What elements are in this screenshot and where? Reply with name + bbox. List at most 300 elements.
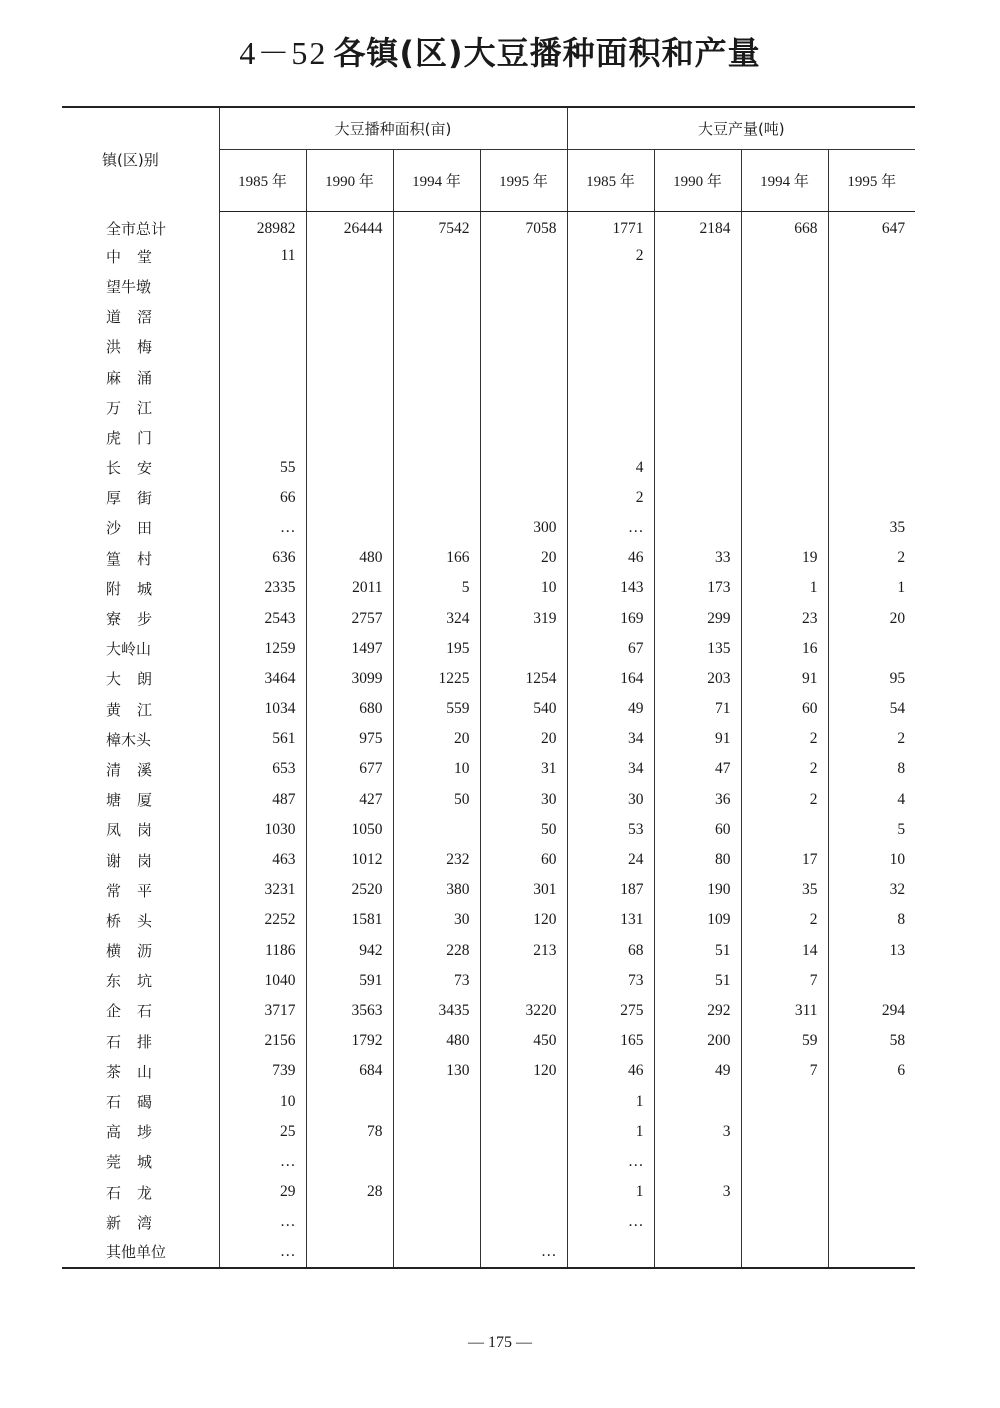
area-cell <box>480 1177 567 1207</box>
area-cell <box>480 271 567 301</box>
area-cell: 130 <box>393 1056 480 1086</box>
output-cell: 19 <box>741 543 828 573</box>
area-cell <box>393 241 480 271</box>
area-cell: 942 <box>306 936 393 966</box>
area-cell: 427 <box>306 785 393 815</box>
area-cell <box>306 1207 393 1237</box>
output-cell: 2 <box>741 754 828 784</box>
table-row <box>62 392 915 422</box>
table-row <box>62 1177 915 1207</box>
output-cell <box>654 1086 741 1116</box>
town-name: 石排 <box>106 1032 169 1051</box>
area-cell <box>219 422 306 452</box>
area-cell: 1040 <box>219 966 306 996</box>
town-name: 横沥 <box>106 942 169 961</box>
area-cell: 29 <box>219 1177 306 1207</box>
table-row <box>62 1086 915 1116</box>
header-output-year: 1994 年 <box>741 149 828 211</box>
table-row <box>62 362 915 392</box>
area-cell: 2156 <box>219 1026 306 1056</box>
output-cell <box>741 483 828 513</box>
area-cell <box>393 1207 480 1237</box>
town-name: 桥头 <box>106 911 169 930</box>
output-cell <box>654 483 741 513</box>
table-row <box>62 996 915 1026</box>
output-cell: 2 <box>741 905 828 935</box>
area-cell: 73 <box>393 966 480 996</box>
town-name: 清溪 <box>106 760 169 779</box>
output-cell <box>654 392 741 422</box>
town-name: 东坑 <box>106 972 169 991</box>
area-cell: 213 <box>480 936 567 966</box>
output-cell <box>741 271 828 301</box>
output-cell <box>828 966 915 996</box>
area-cell <box>393 1117 480 1147</box>
header-area-year: 1994 年 <box>393 149 480 211</box>
area-cell: 195 <box>393 634 480 664</box>
output-cell: … <box>567 1147 654 1177</box>
header-output-year: 1985 年 <box>567 149 654 211</box>
town-name: 望牛墩 <box>106 277 152 296</box>
output-cell: 73 <box>567 966 654 996</box>
output-cell <box>741 453 828 483</box>
table-title-text: 各镇(区)大豆播种面积和产量 <box>333 34 761 72</box>
output-cell: 4 <box>828 785 915 815</box>
area-cell <box>393 1147 480 1177</box>
area-cell: 10 <box>393 754 480 784</box>
output-cell <box>654 1207 741 1237</box>
area-cell: 2543 <box>219 603 306 633</box>
output-cell: 68 <box>567 936 654 966</box>
town-name: 大朗 <box>106 670 169 689</box>
output-cell: 3 <box>654 1117 741 1147</box>
output-cell <box>741 815 828 845</box>
output-cell <box>828 302 915 332</box>
area-cell: 1186 <box>219 936 306 966</box>
table-row <box>62 815 915 845</box>
area-cell: 2757 <box>306 603 393 633</box>
output-cell <box>741 362 828 392</box>
output-cell: 51 <box>654 966 741 996</box>
area-cell <box>393 422 480 452</box>
output-cell: 32 <box>828 875 915 905</box>
output-cell <box>741 422 828 452</box>
area-cell <box>480 966 567 996</box>
output-cell: 1 <box>828 573 915 603</box>
area-cell: 7542 <box>393 211 480 241</box>
area-cell: 301 <box>480 875 567 905</box>
town-name: 寮步 <box>106 610 169 629</box>
output-cell: 60 <box>741 694 828 724</box>
area-cell: … <box>219 1237 306 1267</box>
output-cell: 20 <box>828 603 915 633</box>
area-cell: 66 <box>219 483 306 513</box>
area-cell: 50 <box>480 815 567 845</box>
header-town: 镇(区)别 <box>102 151 159 169</box>
area-cell <box>480 241 567 271</box>
output-cell: 80 <box>654 845 741 875</box>
town-name: 高埗 <box>106 1123 169 1142</box>
output-cell: 173 <box>654 573 741 603</box>
area-cell <box>306 513 393 543</box>
area-cell: 1792 <box>306 1026 393 1056</box>
output-cell <box>567 1237 654 1267</box>
output-cell <box>828 332 915 362</box>
output-cell <box>741 332 828 362</box>
town-name: 沙田 <box>106 519 169 538</box>
area-cell: 31 <box>480 754 567 784</box>
output-cell <box>654 513 741 543</box>
area-cell <box>393 1086 480 1116</box>
table-row-total <box>62 211 915 241</box>
output-cell: 1 <box>741 573 828 603</box>
output-cell: 2 <box>741 785 828 815</box>
area-cell: 739 <box>219 1056 306 1086</box>
output-cell <box>654 453 741 483</box>
table-number: 4－52 <box>239 35 328 71</box>
area-cell <box>306 1086 393 1116</box>
table-row <box>62 875 915 905</box>
town-name: 附城 <box>106 579 169 598</box>
town-name: 塘厦 <box>106 791 169 810</box>
output-cell: 34 <box>567 724 654 754</box>
output-cell: … <box>567 1207 654 1237</box>
output-cell: 135 <box>654 634 741 664</box>
header-area-year: 1990 年 <box>306 149 393 211</box>
area-cell: 2011 <box>306 573 393 603</box>
town-name: 黄江 <box>106 700 169 719</box>
output-cell: 2 <box>741 724 828 754</box>
area-cell: 540 <box>480 694 567 724</box>
area-cell: 300 <box>480 513 567 543</box>
output-cell: 275 <box>567 996 654 1026</box>
area-cell: 2252 <box>219 905 306 935</box>
output-cell: 5 <box>828 815 915 845</box>
area-cell <box>393 302 480 332</box>
output-cell: 3 <box>654 1177 741 1207</box>
output-cell: 13 <box>828 936 915 966</box>
town-name: 茶山 <box>106 1062 169 1081</box>
area-cell <box>306 302 393 332</box>
output-cell: 143 <box>567 573 654 603</box>
output-cell: 34 <box>567 754 654 784</box>
town-name: 虎门 <box>106 428 169 447</box>
area-cell <box>393 1177 480 1207</box>
area-cell: 3220 <box>480 996 567 1026</box>
table-row <box>62 1207 915 1237</box>
area-cell: 232 <box>393 845 480 875</box>
area-cell: 60 <box>480 845 567 875</box>
output-cell: 169 <box>567 603 654 633</box>
output-cell: 14 <box>741 936 828 966</box>
header-area-year: 1995 年 <box>480 149 567 211</box>
area-cell <box>219 362 306 392</box>
output-cell: 23 <box>741 603 828 633</box>
table-row <box>62 845 915 875</box>
output-cell: 311 <box>741 996 828 1026</box>
table-row <box>62 302 915 332</box>
area-cell: 20 <box>480 543 567 573</box>
output-cell <box>828 1207 915 1237</box>
output-cell: 35 <box>741 875 828 905</box>
output-cell: 1 <box>567 1086 654 1116</box>
output-cell <box>654 1147 741 1177</box>
area-cell: 591 <box>306 966 393 996</box>
output-cell: 16 <box>741 634 828 664</box>
output-cell: 292 <box>654 996 741 1026</box>
output-cell: 33 <box>654 543 741 573</box>
area-cell: 677 <box>306 754 393 784</box>
area-cell: 11 <box>219 241 306 271</box>
output-cell: 49 <box>654 1056 741 1086</box>
output-cell <box>741 1086 828 1116</box>
area-cell <box>306 453 393 483</box>
area-cell: 559 <box>393 694 480 724</box>
area-cell <box>480 1207 567 1237</box>
output-cell <box>828 422 915 452</box>
town-name: 全市总计 <box>106 220 167 239</box>
town-name: 常平 <box>106 881 169 900</box>
output-cell <box>828 1117 915 1147</box>
town-name: 万江 <box>106 398 169 417</box>
town-name: 莞城 <box>106 1153 169 1172</box>
output-cell: 2 <box>828 543 915 573</box>
area-cell <box>219 332 306 362</box>
soybean-table <box>62 106 915 1269</box>
output-cell: 47 <box>654 754 741 784</box>
output-cell <box>654 1237 741 1267</box>
output-cell <box>654 271 741 301</box>
area-cell <box>480 332 567 362</box>
output-cell: 59 <box>741 1026 828 1056</box>
output-cell: 67 <box>567 634 654 664</box>
area-cell <box>393 453 480 483</box>
table-row <box>62 453 915 483</box>
area-cell <box>393 1237 480 1267</box>
area-cell <box>306 422 393 452</box>
page-title <box>0 28 1000 74</box>
table-row <box>62 966 915 996</box>
output-cell <box>828 271 915 301</box>
output-cell: 24 <box>567 845 654 875</box>
area-cell: 1012 <box>306 845 393 875</box>
output-cell <box>741 392 828 422</box>
area-cell <box>306 483 393 513</box>
table-row <box>62 1117 915 1147</box>
area-cell: 26444 <box>306 211 393 241</box>
output-cell <box>567 302 654 332</box>
table-row <box>62 422 915 452</box>
area-cell <box>306 1147 393 1177</box>
area-cell <box>480 453 567 483</box>
area-cell <box>480 1147 567 1177</box>
output-cell: 165 <box>567 1026 654 1056</box>
table-row <box>62 513 915 543</box>
output-cell: 46 <box>567 543 654 573</box>
town-name: 樟木头 <box>106 730 152 749</box>
area-cell: 228 <box>393 936 480 966</box>
area-cell: … <box>480 1237 567 1267</box>
output-cell <box>654 422 741 452</box>
area-cell <box>480 362 567 392</box>
area-cell: 684 <box>306 1056 393 1086</box>
output-cell: 4 <box>567 453 654 483</box>
area-cell <box>480 1117 567 1147</box>
town-name: 中堂 <box>106 247 169 266</box>
area-cell <box>393 271 480 301</box>
output-cell: 58 <box>828 1026 915 1056</box>
output-cell <box>828 241 915 271</box>
area-cell: 463 <box>219 845 306 875</box>
area-cell: 1050 <box>306 815 393 845</box>
output-cell: 190 <box>654 875 741 905</box>
table-row <box>62 1026 915 1056</box>
output-cell: 2 <box>828 724 915 754</box>
area-cell: 10 <box>219 1086 306 1116</box>
output-cell: 7 <box>741 1056 828 1086</box>
area-cell <box>480 392 567 422</box>
table-row <box>62 241 915 271</box>
output-cell: 36 <box>654 785 741 815</box>
header-output: 大豆产量(吨) <box>567 107 915 149</box>
area-cell: 166 <box>393 543 480 573</box>
area-cell: 653 <box>219 754 306 784</box>
output-cell: 2184 <box>654 211 741 241</box>
output-cell <box>741 1147 828 1177</box>
area-cell: 20 <box>480 724 567 754</box>
area-cell: 480 <box>393 1026 480 1056</box>
table-row <box>62 694 915 724</box>
output-cell: 71 <box>654 694 741 724</box>
output-cell: 8 <box>828 754 915 784</box>
area-cell: 3717 <box>219 996 306 1026</box>
output-cell <box>828 1086 915 1116</box>
output-cell: 91 <box>654 724 741 754</box>
town-name: 凤岗 <box>106 821 169 840</box>
output-cell: 164 <box>567 664 654 694</box>
town-name: 其他单位 <box>106 1243 167 1262</box>
output-cell: 200 <box>654 1026 741 1056</box>
area-cell <box>393 392 480 422</box>
area-cell <box>393 815 480 845</box>
page-number: — 175 — <box>468 1334 532 1351</box>
output-cell <box>741 1117 828 1147</box>
area-cell: 55 <box>219 453 306 483</box>
table-row <box>62 332 915 362</box>
town-name: 谢岗 <box>106 851 169 870</box>
table-row <box>62 905 915 935</box>
area-cell <box>306 271 393 301</box>
output-cell <box>741 1177 828 1207</box>
area-cell: … <box>219 1147 306 1177</box>
area-cell: 1034 <box>219 694 306 724</box>
area-cell: 30 <box>393 905 480 935</box>
area-cell <box>393 332 480 362</box>
area-cell: 324 <box>393 603 480 633</box>
town-name: 新湾 <box>106 1213 169 1232</box>
town-name: 大岭山 <box>106 640 152 659</box>
output-cell <box>567 332 654 362</box>
table-row <box>62 271 915 301</box>
area-cell: 3231 <box>219 875 306 905</box>
table-row <box>62 1237 915 1267</box>
output-cell: 1 <box>567 1117 654 1147</box>
town-name: 厚街 <box>106 489 169 508</box>
output-cell: 10 <box>828 845 915 875</box>
area-cell: 975 <box>306 724 393 754</box>
town-name: 石碣 <box>106 1093 169 1112</box>
area-cell: … <box>219 1207 306 1237</box>
area-cell: 3464 <box>219 664 306 694</box>
area-cell: 1225 <box>393 664 480 694</box>
area-cell: 30 <box>480 785 567 815</box>
output-cell <box>828 1177 915 1207</box>
area-cell: 319 <box>480 603 567 633</box>
output-cell <box>741 302 828 332</box>
area-cell: 450 <box>480 1026 567 1056</box>
area-cell: 2520 <box>306 875 393 905</box>
table-body <box>62 211 915 1268</box>
output-cell: 51 <box>654 936 741 966</box>
area-cell: 20 <box>393 724 480 754</box>
header-sown-area: 大豆播种面积(亩) <box>219 107 567 149</box>
output-cell <box>828 1147 915 1177</box>
output-cell: 8 <box>828 905 915 935</box>
output-cell <box>741 513 828 543</box>
data-table-container <box>62 106 915 1269</box>
output-cell: 91 <box>741 664 828 694</box>
output-cell: 299 <box>654 603 741 633</box>
output-cell: 60 <box>654 815 741 845</box>
town-name: 道滘 <box>106 308 169 327</box>
area-cell <box>306 1237 393 1267</box>
output-cell: 187 <box>567 875 654 905</box>
area-cell <box>306 332 393 362</box>
output-cell: 1771 <box>567 211 654 241</box>
table-row <box>62 1147 915 1177</box>
area-cell: 28982 <box>219 211 306 241</box>
table-row <box>62 634 915 664</box>
table-header <box>62 107 915 211</box>
town-name: 麻涌 <box>106 368 169 387</box>
output-cell: 109 <box>654 905 741 935</box>
output-cell <box>567 422 654 452</box>
area-cell <box>393 362 480 392</box>
output-cell <box>567 362 654 392</box>
area-cell: 5 <box>393 573 480 603</box>
output-cell: 294 <box>828 996 915 1026</box>
table-row <box>62 573 915 603</box>
table-row <box>62 724 915 754</box>
area-cell: 3099 <box>306 664 393 694</box>
output-cell <box>828 1237 915 1267</box>
output-cell <box>828 634 915 664</box>
area-cell: 1259 <box>219 634 306 664</box>
output-cell: 2 <box>567 483 654 513</box>
area-cell: 487 <box>219 785 306 815</box>
area-cell <box>393 483 480 513</box>
output-cell: 35 <box>828 513 915 543</box>
output-cell <box>654 362 741 392</box>
output-cell: 54 <box>828 694 915 724</box>
output-cell: 668 <box>741 211 828 241</box>
area-cell <box>306 362 393 392</box>
town-name: 企石 <box>106 1002 169 1021</box>
area-cell: … <box>219 513 306 543</box>
area-cell <box>480 422 567 452</box>
output-cell: 53 <box>567 815 654 845</box>
area-cell: 561 <box>219 724 306 754</box>
